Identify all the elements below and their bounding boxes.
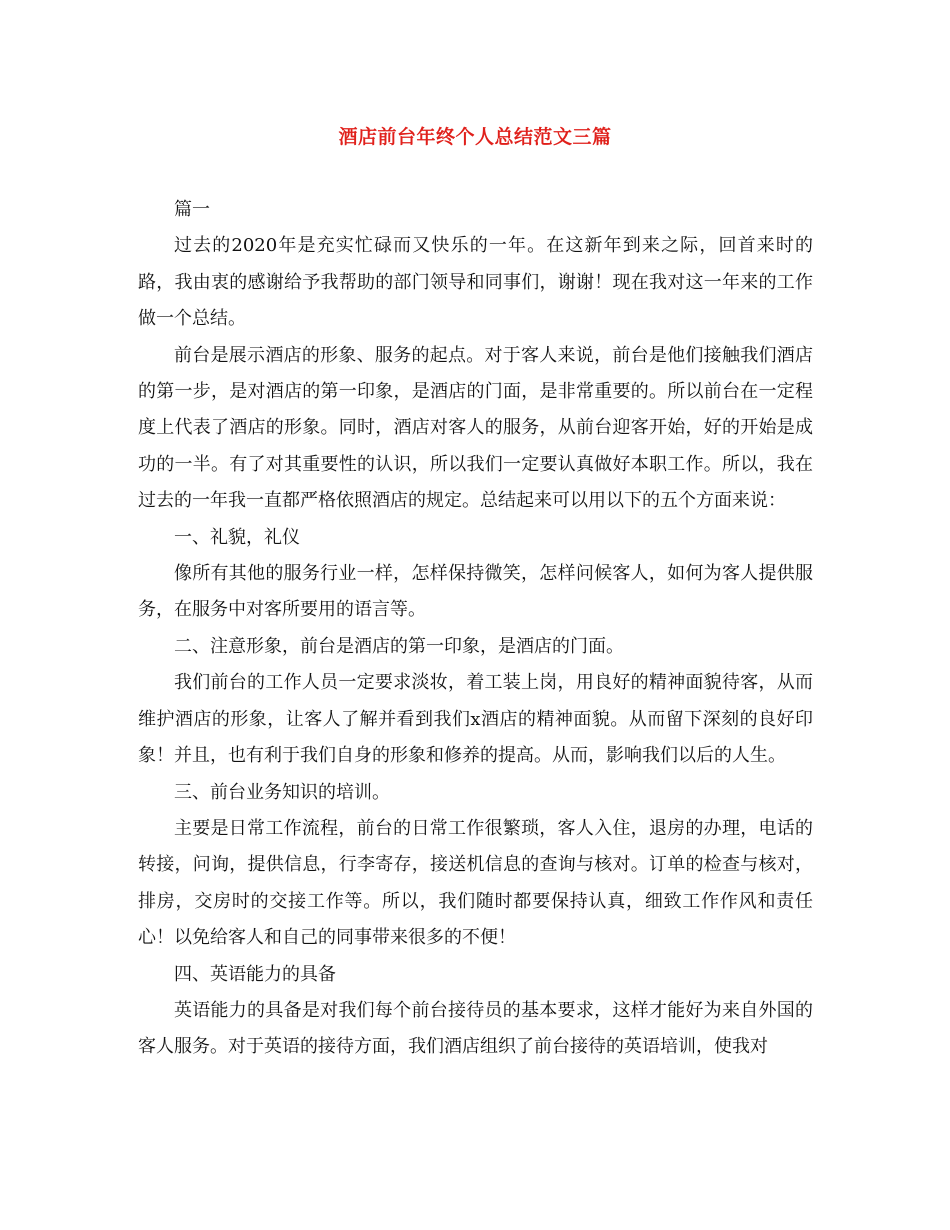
subsection-heading: 一、礼貌，礼仪 [174, 526, 300, 548]
subsection-heading: 三、前台业务知识的培训。 [174, 781, 390, 803]
paragraph: 英语能力的具备是对我们每个前台接待员的基本要求，这样才能好为来自外国的客人服务。对于英语的接待方面，我们酒店组织了前台接待的英语培训，使我对 [138, 999, 813, 1058]
paragraph: 过去的2020年是充实忙碌而又快乐的一年。在这新年到来之际，回首来时的路，我由衷的感谢给予我帮助的部门领导和同事们，谢谢！现在我对这一年来的工作做一个总结。 [138, 235, 813, 330]
section-heading: 篇一 [174, 199, 210, 220]
subsection-heading: 四、英语能力的具备 [174, 963, 336, 985]
document-body [138, 192, 813, 1066]
paragraph: 主要是日常工作流程，前台的日常工作很繁琐，客人入住，退房的办理，电话的转接，问询，提供信息，行李寄存，接送机信息的查询与核对。订单的检查与核对，排房，交房时的交接工作等。所以，我们随时都要保持认真，细致工作作风和责任心！以免给客人和自己的同事带来很多的不便！ [138, 817, 813, 949]
subsection-heading: 二、注意形象，前台是酒店的第一印象，是酒店的门面。 [174, 635, 624, 657]
paragraph: 前台是展示酒店的形象、服务的起点。对于客人来说，前台是他们接触我们酒店的第一步，是对酒店的第一印象，是酒店的门面，是非常重要的。所以前台在一定程度上代表了酒店的形象。同时，酒店对客人的服务，从前台迎客开始，好的开始是成功的一半。有了对其重要性的认识，所以我们一定要认真做好本职工作。所以，我在过去的一年我一直都严格依照酒店的规定。总结起来可以用以下的五个方面来说： [138, 344, 813, 512]
paragraph: 我们前台的工作人员一定要求淡妆，着工装上岗，用良好的精神面貌待客，从而维护酒店的形象，让客人了解并看到我们x酒店的精神面貌。从而留下深刻的良好印象！并且，也有利于我们自身的形象和修养的提高。从而，影响我们以后的人生。 [138, 672, 813, 767]
paragraph: 像所有其他的服务行业一样，怎样保持微笑，怎样问候客人，如何为客人提供服务，在服务中对客所要用的语言等。 [138, 563, 813, 621]
document-title: 酒店前台年终个人总结范文三篇 [338, 126, 612, 148]
